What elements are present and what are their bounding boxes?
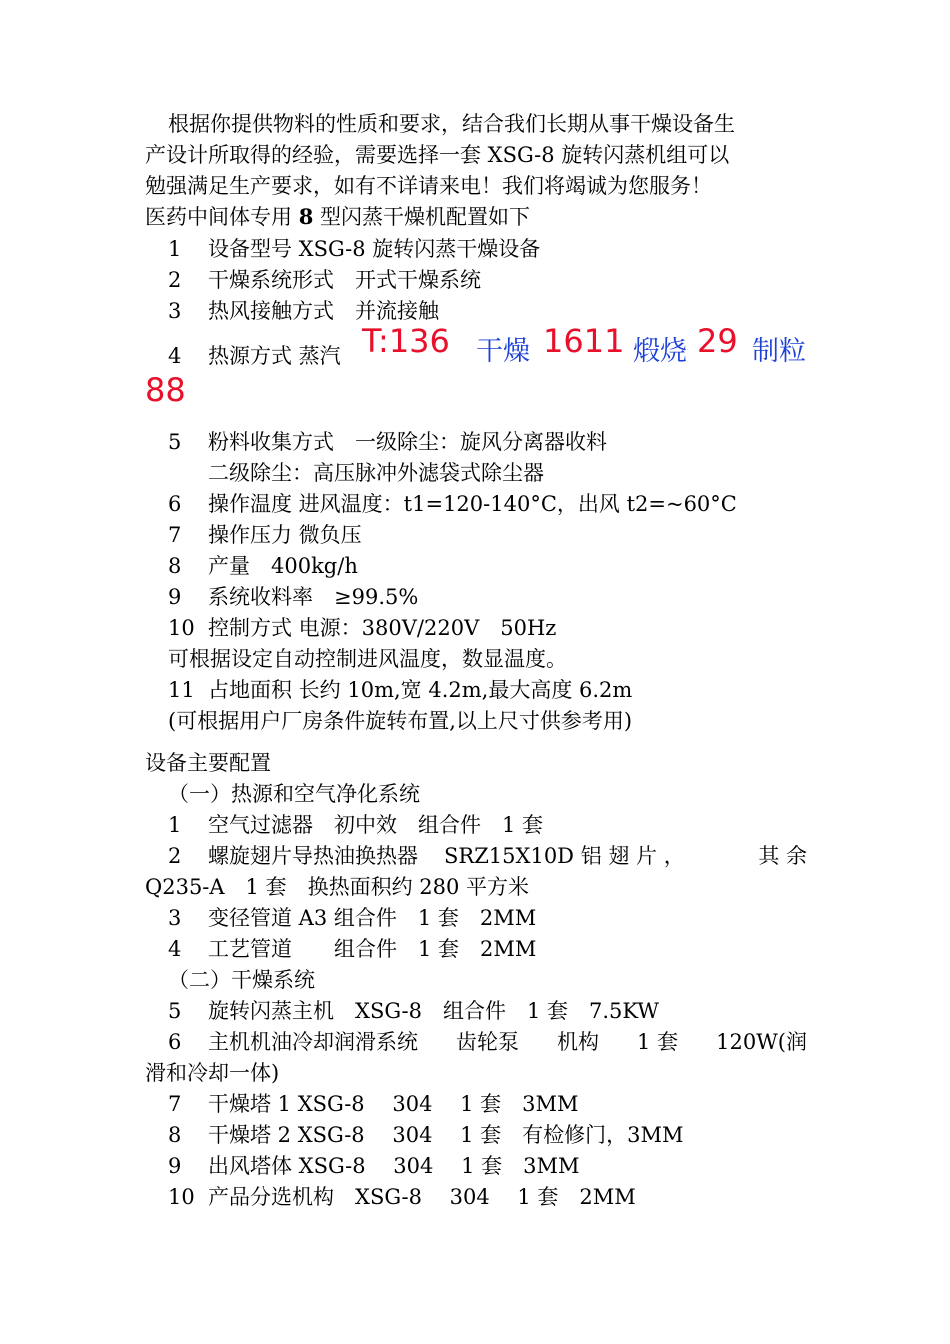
spec-number: 8 (168, 554, 182, 578)
spec-text: 干燥系统形式 开式干燥系统 (208, 268, 481, 292)
promo-count-drying: 1611 (543, 322, 625, 360)
spec-number: 6 (168, 492, 182, 516)
promo-label-drying: 干燥 (476, 336, 530, 367)
spec-item (168, 235, 540, 263)
config-item (168, 842, 807, 870)
section-heading: （一）热源和空气净化系统 (168, 782, 420, 806)
config-item-continued: Q235-A 1 套 换热面积约 280 平方米 (145, 875, 530, 899)
config-item (168, 1090, 579, 1118)
config-item (168, 1121, 684, 1149)
config-heading (145, 203, 530, 231)
spec-text: 热源方式 蒸汽 (208, 344, 341, 368)
spec-number: 9 (168, 585, 182, 609)
config-text: 机构 (557, 1030, 600, 1054)
config-number: 6 (168, 1030, 182, 1054)
spec-item (168, 583, 418, 611)
promo-count-granulating: 88 (145, 371, 186, 409)
spec-text: 设备型号 XSG-8 旋转闪蒸干燥设备 (208, 237, 541, 261)
config-text: 1 套 (637, 1030, 679, 1054)
config-item (168, 1028, 807, 1056)
config-number: 10 (168, 1185, 195, 1209)
config-item (168, 904, 536, 932)
config-item-continued: 滑和冷却一体) (145, 1061, 280, 1085)
spec-number: 1 (168, 237, 182, 261)
config-item (168, 1183, 636, 1211)
spec-number: 10 (168, 616, 195, 640)
config-text: 干燥塔 1 XSG-8 304 1 套 3MM (208, 1092, 579, 1116)
section-heading: （二）干燥系统 (168, 968, 315, 992)
config-number: 2 (168, 844, 182, 868)
config-text: SRZ15X10D 铝 翅 片 ， (444, 844, 685, 868)
spec-number: 7 (168, 523, 182, 547)
spec-text: 热风接触方式 并流接触 (208, 299, 439, 323)
spec-note: 可根据设定自动控制进风温度，数显温度。 (168, 647, 567, 671)
promo-label-granulating: 制粒 (752, 336, 806, 367)
config-number: 1 (168, 813, 182, 837)
promo-label-calcining: 煅烧 (633, 336, 687, 367)
config-item (168, 997, 659, 1025)
spec-item (168, 676, 632, 704)
config-text: 其 余 (758, 844, 807, 868)
spec-item (168, 614, 556, 642)
config-text: 出风塔体 XSG-8 304 1 套 3MM (208, 1154, 580, 1178)
intro-line-3: 勉强满足生产要求，如有不详请来电！我们将竭诚为您服务！ (145, 174, 712, 198)
config-number: 3 (168, 906, 182, 930)
spec-text: 操作压力 微负压 (208, 523, 362, 547)
config-number: 4 (168, 937, 182, 961)
config-number: 9 (168, 1154, 182, 1178)
spec-text: 粉料收集方式 一级除尘：旋风分离器收料 (208, 430, 607, 454)
config-item (168, 811, 543, 839)
config-text: 120W(润 (716, 1030, 807, 1054)
spec-item (168, 266, 481, 294)
config-number: 5 (168, 999, 182, 1023)
config-number: 8 (168, 1123, 182, 1147)
spec-number: 5 (168, 430, 182, 454)
promo-total: T:136 (362, 322, 450, 360)
spec-number: 4 (168, 344, 182, 368)
config-text: 工艺管道 组合件 1 套 2MM (208, 937, 537, 961)
config-heading-model: 8 (298, 204, 314, 229)
intro-line-2-text: 产设计所取得的经验，需要选择一套 XSG-8 旋转闪蒸机组可以 (145, 143, 730, 167)
spec-text: 控制方式 电源：380V/220V 50Hz (208, 616, 557, 640)
spec-item (168, 428, 607, 456)
spec-text: 产量 400kg/h (208, 554, 358, 578)
config-text: 变径管道 A3 组合件 1 套 2MM (208, 906, 537, 930)
spec-text: 占地面积 长约 10m,宽 4.2m,最大高度 6.2m (208, 678, 633, 702)
config-text: 旋转闪蒸主机 XSG-8 组合件 1 套 7.5KW (208, 999, 659, 1023)
spec-item (168, 342, 341, 370)
config-item (168, 1152, 579, 1180)
spec-text: 系统收料率 ≥99.5% (208, 585, 419, 609)
config-item (168, 935, 536, 963)
spec-item (168, 552, 358, 580)
spec-number: 11 (168, 678, 195, 702)
config-text: 主机机油冷却润滑系统 (208, 1030, 418, 1054)
config-text: 干燥塔 2 XSG-8 304 1 套 有检修门，3MM (208, 1123, 684, 1147)
config-text: 齿轮泵 (456, 1030, 520, 1054)
main-config-title: 设备主要配置 (145, 751, 271, 775)
spec-note: (可根据用户厂房条件旋转布置,以上尺寸供参考用) (168, 709, 633, 733)
spec-item (168, 490, 737, 518)
spec-item (168, 297, 439, 325)
intro-line-2 (145, 141, 807, 169)
config-text: 空气过滤器 初中效 组合件 1 套 (208, 813, 544, 837)
promo-count-calcining: 29 (697, 322, 738, 360)
spec-number: 2 (168, 268, 182, 292)
config-text: 螺旋翅片导热油换热器 (208, 844, 418, 868)
spec-number: 3 (168, 299, 182, 323)
spec-text: 操作温度 进风温度：t1=120-140°C，出风 t2=~60°C (208, 492, 737, 516)
config-heading-c: 型闪蒸干燥机配置如下 (313, 205, 530, 229)
intro-line-1: 根据你提供物料的性质和要求，结合我们长期从事干燥设备生 (168, 112, 735, 136)
config-heading-a: 医药中间体专用 (145, 205, 299, 229)
config-number: 7 (168, 1092, 182, 1116)
spec-text: 二级除尘：高压脉冲外滤袋式除尘器 (208, 461, 544, 485)
spec-item (168, 521, 362, 549)
spec-item (168, 459, 544, 487)
config-text: 产品分选机构 XSG-8 304 1 套 2MM (208, 1185, 636, 1209)
